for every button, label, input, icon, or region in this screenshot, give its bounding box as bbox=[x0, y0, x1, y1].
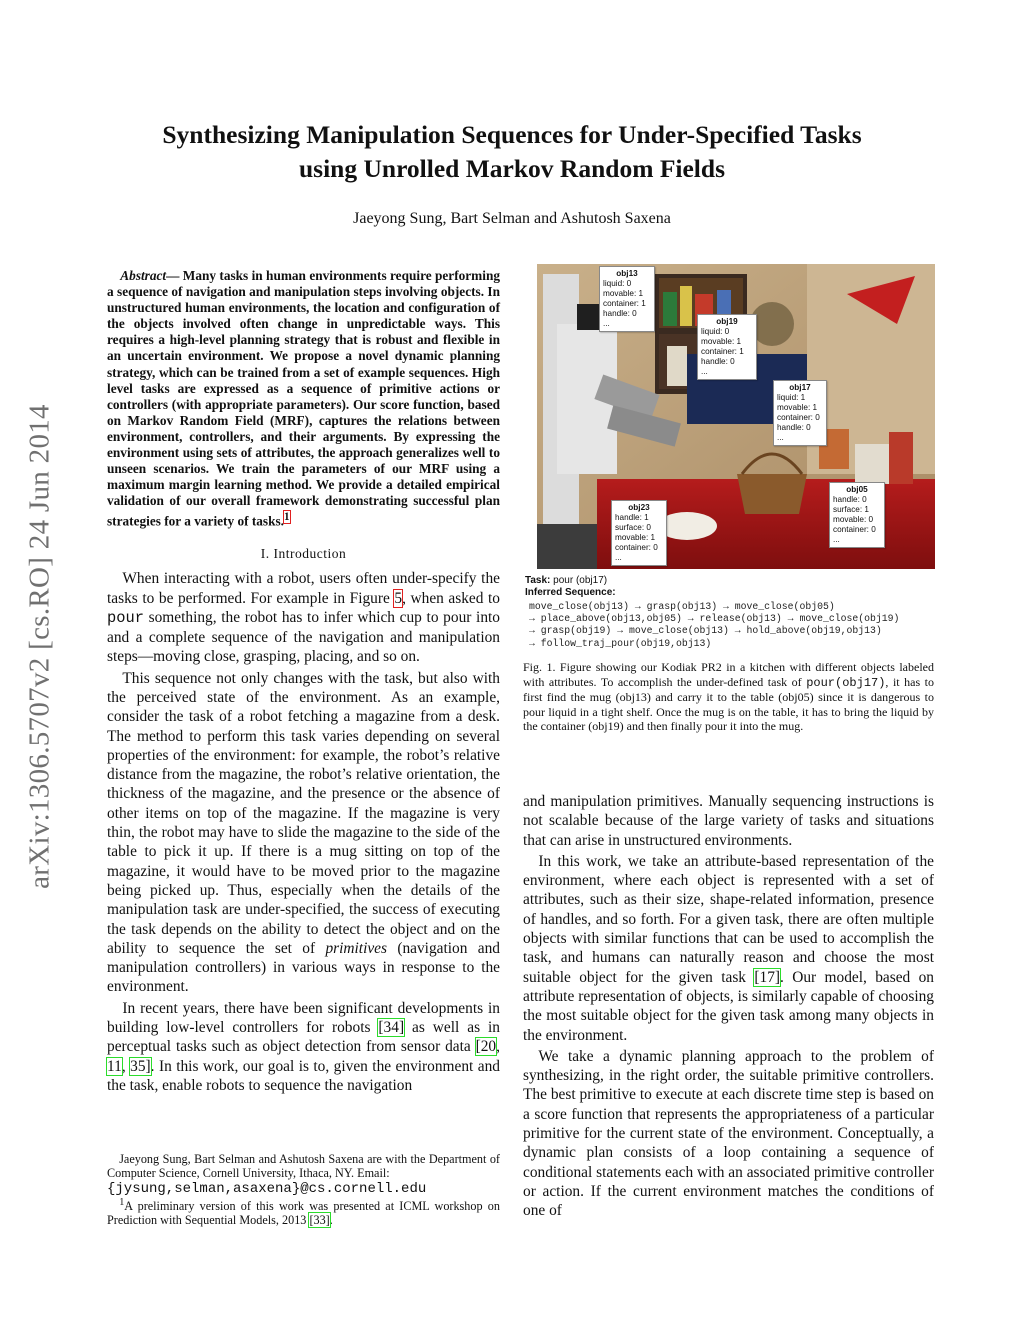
right-column bbox=[523, 792, 934, 1223]
right-paragraph-2: In this work, we take an attribute-based representation of the environment, where each object is represented with a set of attributes, such as their size, shape-related information, presence of handles, and so forth. For a given task, there are often multiple objects with similar functions that can be used to accomplish the task, and humans can naturally reason and choose the most suitable object for the given task [17]. Our model, based on attribute representation of objects, is similarly capable of choosing the most suitable object for the given task among many objects in the environment. bbox=[523, 852, 934, 1044]
figure-caption: Fig. 1. Figure showing our Kodiak PR2 in a kitchen with different objects labeled with attributes. To accomplish the under-defined task of pour(obj17), it has to first find the mug (obj13) and carry it to the table (obj05) since it is dangerous to pour liquid in a tight shelf. Once the mug is on the table, it has to bring the liquid by the container (obj19) and then finally pour it into the mug. bbox=[523, 660, 935, 733]
section-heading: I. Introduction bbox=[260, 545, 347, 561]
intro-paragraph-1: When interacting with a robot, users often under-specify the tasks to be performed. For example in Figure 5, when asked to pour something, the robot has to infer which cup to pour into and a complete sequence of the navigation and manipulation steps—moving close, grasping, placing, and so on. bbox=[107, 570, 500, 666]
sequence-line: → place_above(obj13,obj05) → release(obj13) → move_close(obj19) bbox=[529, 613, 900, 625]
right-paragraph-1: and manipulation primitives. Manually sequencing instructions is not scalable because of the large variety of tasks and situations that can arise in unstructured environments. bbox=[523, 793, 934, 849]
label-obj23: obj23 handle: 1 surface: 0 movable: 1 container: 0 ... bbox=[611, 500, 667, 566]
task-label: Task: bbox=[525, 575, 551, 586]
caption-code: pour(obj17) bbox=[806, 675, 886, 690]
abstract-label: Abstract bbox=[120, 268, 167, 283]
paper-title bbox=[100, 118, 924, 186]
right-paragraph-3: We take a dynamic planning approach to the problem of synthesizing, in the right order, the suitable primitive controllers. The best primitive to execute at each discrete time step is based on a score function that represents the appropriateness of a particular primitive for the current state of the environment. Conceptually, a dynamic plan consists of a loop containing a sequence of conditional statements each with an associated primitive controller or action. If the current environment matches the conditions of one of bbox=[523, 1047, 934, 1220]
figure-ref[interactable]: 5 bbox=[394, 589, 403, 607]
abstract-text: — Many tasks in human environments require performing a sequence of navigation and manipulation steps involving objects. In unstructured human environments, the location and configuration of the objects involved often change in unpredictable ways. This requires a high-level planning strategy that is robust and flexible in an uncertain environment. We propose a novel dynamic planning strategy, which can be trained from a set of example sequences. High level tasks are expressed as a sequence of primitive actions or controllers (with appropriate parameters). Our score function, based on Markov Random Field (MRF), captures the relations between environment, controllers, and their arguments. By expressing the environment using sets of attributes, the approach generalizes well to unseen scenarios. We train the parameters of our MRF using a maximum margin learning method. We provide a detailed empirical validation of our overall framework demonstrating successful plan strategies for a variety of tasks. bbox=[107, 268, 500, 529]
citation-33[interactable]: [33] bbox=[309, 1213, 330, 1228]
citation-34[interactable]: [34] bbox=[378, 1019, 405, 1037]
intro-paragraph-2: This sequence not only changes with the task, but also with the perceived state of the environment. As an example, consider the task of a robot fetching a magazine from a desk. The method to perform this task varies depending on several properties of the environment: for example, the robot’s relative distance from the magazine, the robot’s relative orientation, the thickness of the magazine, and the presence or the absence of other items on top of the magazine. If the magazine is very thin, the robot may have to slide the magazine to the side of the table to pick it up. If there is a mug sitting on top of the magazine, it would have to be moved prior to the magazine being picked up. Thus, especially when the details of the manipulation task are under-specified, the success of executing the task depends on the ability to detect the object and on the ability to sequence the set of primitives (navigation and manipulation controllers) in various ways in response to the environment. bbox=[107, 669, 500, 996]
authors: Jaeyong Sung, Bart Selman and Ashutosh Saxena bbox=[353, 210, 671, 227]
citation-17[interactable]: [17] bbox=[754, 968, 781, 986]
task-value: pour (obj17) bbox=[550, 575, 608, 586]
footnote-1: $^1$A preliminary version of this work was presented at ICML workshop on Prediction with Sequential Models, 2013 [33]. bbox=[107, 1196, 500, 1228]
intro-paragraph-3: In recent years, there have been significant developments in building low-level controllers for robots [34] as well as in perceptual tasks such as object detection from sensor data [20, 11, 35]. In this work, our goal is to, given the environment and the task, enable robots to sequence the navigation bbox=[107, 999, 500, 1094]
label-obj05: obj05 handle: 0 surface: 1 movable: 0 container: 0 ... bbox=[829, 482, 885, 548]
footnote-affiliation: Jaeyong Sung, Bart Selman and Ashutosh Saxena are with the Department of Computer Science, Cornell University, Ithaca, NY. Email: {jysung,selman,asaxena}@cs.cornell.edu bbox=[107, 1152, 500, 1197]
footnote-email: {jysung,selman,asaxena}@cs.cornell.edu bbox=[107, 1180, 427, 1197]
label-obj13: obj13 liquid: 0 movable: 1 container: 1 handle: 0 ... bbox=[599, 266, 655, 332]
inferred-sequence bbox=[529, 601, 939, 650]
sequence-line: → follow_traj_pour(obj19,obj13) bbox=[529, 637, 712, 649]
arxiv-stamp bbox=[10, 365, 60, 935]
citation-20[interactable]: [20 bbox=[475, 1038, 497, 1056]
left-column bbox=[107, 268, 500, 1097]
citation-35[interactable]: 35] bbox=[130, 1057, 151, 1075]
label-obj19: obj19 liquid: 0 movable: 1 container: 1 handle: 0 ... bbox=[697, 314, 757, 380]
label-obj17: obj17 liquid: 1 movable: 1 container: 0 handle: 0 ... bbox=[773, 380, 827, 446]
arxiv-id: arXiv:1306.5707v2 [cs.RO] 24 Jun 2014 bbox=[23, 404, 56, 889]
robot-kitchen-photo bbox=[537, 264, 935, 569]
title-line-2: using Unrolled Markov Random Fields bbox=[298, 154, 725, 183]
emphasis-primitives: primitives bbox=[325, 939, 387, 957]
figure-1 bbox=[523, 262, 934, 652]
code-pour: pour bbox=[107, 608, 144, 627]
sequence-line: → grasp(obj19) → move_close(obj13) → hold_above(obj19,obj13) bbox=[529, 625, 882, 637]
abstract bbox=[107, 268, 500, 530]
sequence-line: move_close(obj13) → grasp(obj13) → move_close(obj05) bbox=[529, 601, 835, 612]
citation-11[interactable]: 11 bbox=[107, 1057, 122, 1075]
task-line bbox=[525, 575, 935, 599]
title-line-1: Synthesizing Manipulation Sequences for Under-Specified Tasks bbox=[162, 120, 862, 149]
footnote-ref-1[interactable]: 1 bbox=[284, 511, 290, 524]
inferred-label: Inferred Sequence: bbox=[525, 587, 616, 598]
footnotes bbox=[107, 1152, 500, 1228]
